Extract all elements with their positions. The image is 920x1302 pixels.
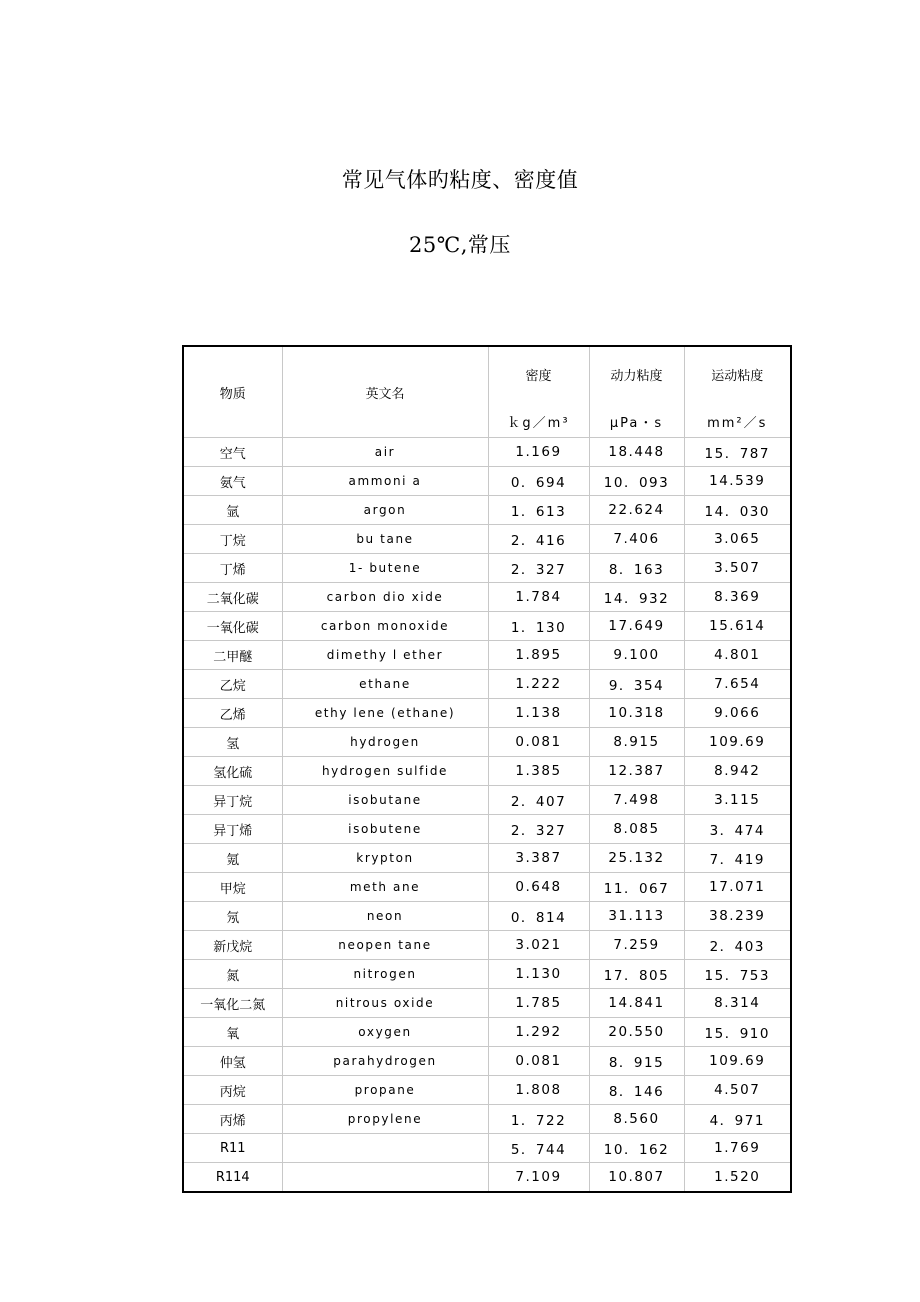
cell-density: 0．694	[488, 467, 589, 496]
cell-density: 2．416	[488, 525, 589, 554]
cell-density: 1.222	[488, 670, 589, 699]
table-row	[183, 960, 791, 989]
table-row	[183, 1163, 791, 1193]
cell-kinematic-viscosity: 38.239	[684, 902, 791, 931]
cell-english-name: nitrogen	[282, 960, 488, 989]
cell-dynamic-viscosity: 8.915	[589, 728, 684, 757]
cell-dynamic-viscosity: 9．354	[589, 670, 684, 699]
cell-substance: 二氧化碳	[183, 583, 282, 612]
table-row	[183, 873, 791, 902]
cell-english-name: ammoni a	[282, 467, 488, 496]
cell-kinematic-viscosity: 8.314	[684, 989, 791, 1018]
cell-dynamic-viscosity: 12.387	[589, 757, 684, 786]
cell-density: 2．407	[488, 786, 589, 815]
cell-density: 1.138	[488, 699, 589, 728]
cell-density: 1.785	[488, 989, 589, 1018]
cell-density: 1．130	[488, 612, 589, 641]
cell-kinematic-viscosity: 15．787	[684, 438, 791, 467]
table-row	[183, 931, 791, 960]
cell-substance: 仲氢	[183, 1047, 282, 1076]
cell-substance: 丁烷	[183, 525, 282, 554]
table-row	[183, 554, 791, 583]
cell-dynamic-viscosity: 9.100	[589, 641, 684, 670]
cell-dynamic-viscosity: 8．146	[589, 1076, 684, 1105]
cell-english-name	[282, 1163, 488, 1193]
cell-substance: 乙烯	[183, 699, 282, 728]
cell-substance: 氩	[183, 496, 282, 525]
page-subtitle: 25℃,常压	[409, 233, 511, 257]
header-density-unit: ｋg／m³	[488, 393, 589, 438]
table-row	[183, 815, 791, 844]
cell-kinematic-viscosity: 8.942	[684, 757, 791, 786]
cell-english-name	[282, 1134, 488, 1163]
header-kinematic-viscosity-unit: mm²／s	[684, 393, 791, 438]
cell-english-name: bu tane	[282, 525, 488, 554]
table-row	[183, 1047, 791, 1076]
table-row	[183, 438, 791, 467]
table-row	[183, 1018, 791, 1047]
page-title: 常见气体旳粘度、密度值	[341, 168, 579, 192]
cell-substance: 甲烷	[183, 873, 282, 902]
cell-substance: R11	[183, 1134, 282, 1163]
cell-kinematic-viscosity: 1.520	[684, 1163, 791, 1193]
cell-density: 1．613	[488, 496, 589, 525]
cell-substance: 一氧化碳	[183, 612, 282, 641]
cell-english-name: hydrogen	[282, 728, 488, 757]
cell-substance: 空气	[183, 438, 282, 467]
table-row	[183, 786, 791, 815]
cell-substance: 氢化硫	[183, 757, 282, 786]
cell-english-name: air	[282, 438, 488, 467]
cell-kinematic-viscosity: 2．403	[684, 931, 791, 960]
cell-kinematic-viscosity: 3.065	[684, 525, 791, 554]
cell-kinematic-viscosity: 7．419	[684, 844, 791, 873]
table-row	[183, 641, 791, 670]
cell-english-name: propylene	[282, 1105, 488, 1134]
table-row	[183, 902, 791, 931]
cell-density: 5．744	[488, 1134, 589, 1163]
cell-substance: 一氧化二氮	[183, 989, 282, 1018]
cell-english-name: krypton	[282, 844, 488, 873]
header-english-name: 英文名	[282, 346, 488, 438]
table-row	[183, 844, 791, 873]
cell-substance: R114	[183, 1163, 282, 1193]
cell-kinematic-viscosity: 4．971	[684, 1105, 791, 1134]
cell-density: 1.292	[488, 1018, 589, 1047]
cell-kinematic-viscosity: 8.369	[684, 583, 791, 612]
cell-substance: 氨气	[183, 467, 282, 496]
cell-english-name: ethane	[282, 670, 488, 699]
cell-english-name: dimethy l ether	[282, 641, 488, 670]
table-row	[183, 1134, 791, 1163]
cell-substance: 氪	[183, 844, 282, 873]
cell-density: 1.169	[488, 438, 589, 467]
table-row	[183, 989, 791, 1018]
cell-kinematic-viscosity: 14.539	[684, 467, 791, 496]
table-row	[183, 670, 791, 699]
cell-substance: 丙烷	[183, 1076, 282, 1105]
cell-kinematic-viscosity: 15.614	[684, 612, 791, 641]
table-row	[183, 728, 791, 757]
cell-kinematic-viscosity: 4.507	[684, 1076, 791, 1105]
cell-dynamic-viscosity: 22.624	[589, 496, 684, 525]
cell-english-name: propane	[282, 1076, 488, 1105]
cell-english-name: neopen tane	[282, 931, 488, 960]
cell-dynamic-viscosity: 11．067	[589, 873, 684, 902]
table-row	[183, 699, 791, 728]
cell-dynamic-viscosity: 8.560	[589, 1105, 684, 1134]
cell-english-name: carbon dio xide	[282, 583, 488, 612]
cell-density: 0.081	[488, 1047, 589, 1076]
cell-substance: 异丁烷	[183, 786, 282, 815]
cell-density: 2．327	[488, 815, 589, 844]
cell-density: 1.808	[488, 1076, 589, 1105]
cell-dynamic-viscosity: 7.498	[589, 786, 684, 815]
cell-english-name: parahydrogen	[282, 1047, 488, 1076]
cell-dynamic-viscosity: 8．915	[589, 1047, 684, 1076]
cell-dynamic-viscosity: 7.259	[589, 931, 684, 960]
gas-properties-table	[182, 345, 792, 1193]
cell-kinematic-viscosity: 7.654	[684, 670, 791, 699]
cell-english-name: meth ane	[282, 873, 488, 902]
cell-english-name: neon	[282, 902, 488, 931]
cell-kinematic-viscosity: 15．753	[684, 960, 791, 989]
table-row	[183, 757, 791, 786]
cell-substance: 氖	[183, 902, 282, 931]
cell-kinematic-viscosity: 3．474	[684, 815, 791, 844]
cell-dynamic-viscosity: 14.841	[589, 989, 684, 1018]
table-row	[183, 612, 791, 641]
cell-dynamic-viscosity: 25.132	[589, 844, 684, 873]
table-row	[183, 496, 791, 525]
cell-dynamic-viscosity: 8．163	[589, 554, 684, 583]
cell-english-name: argon	[282, 496, 488, 525]
cell-english-name: ethy lene (ethane)	[282, 699, 488, 728]
cell-density: 1.385	[488, 757, 589, 786]
cell-english-name: isobutene	[282, 815, 488, 844]
cell-dynamic-viscosity: 10.318	[589, 699, 684, 728]
cell-dynamic-viscosity: 18.448	[589, 438, 684, 467]
cell-dynamic-viscosity: 17．805	[589, 960, 684, 989]
header-dynamic-viscosity: 动力粘度	[589, 346, 684, 393]
header-density: 密度	[488, 346, 589, 393]
cell-density: 1．722	[488, 1105, 589, 1134]
cell-kinematic-viscosity: 1.769	[684, 1134, 791, 1163]
cell-density: 7.109	[488, 1163, 589, 1193]
header-kinematic-viscosity: 运动粘度	[684, 346, 791, 393]
cell-substance: 乙烷	[183, 670, 282, 699]
cell-kinematic-viscosity: 3.115	[684, 786, 791, 815]
cell-kinematic-viscosity: 15．910	[684, 1018, 791, 1047]
cell-density: 1.895	[488, 641, 589, 670]
table-row	[183, 1076, 791, 1105]
cell-dynamic-viscosity: 20.550	[589, 1018, 684, 1047]
cell-english-name: oxygen	[282, 1018, 488, 1047]
cell-substance: 异丁烯	[183, 815, 282, 844]
table-row	[183, 583, 791, 612]
cell-english-name: carbon monoxide	[282, 612, 488, 641]
cell-substance: 丙烯	[183, 1105, 282, 1134]
cell-kinematic-viscosity: 109.69	[684, 1047, 791, 1076]
cell-kinematic-viscosity: 9.066	[684, 699, 791, 728]
cell-density: 0.648	[488, 873, 589, 902]
cell-dynamic-viscosity: 31.113	[589, 902, 684, 931]
cell-density: 1.130	[488, 960, 589, 989]
cell-substance: 氮	[183, 960, 282, 989]
cell-dynamic-viscosity: 10.807	[589, 1163, 684, 1193]
cell-density: 3.387	[488, 844, 589, 873]
cell-kinematic-viscosity: 17.071	[684, 873, 791, 902]
cell-density: 3.021	[488, 931, 589, 960]
cell-kinematic-viscosity: 4.801	[684, 641, 791, 670]
cell-substance: 二甲醚	[183, 641, 282, 670]
cell-substance: 丁烯	[183, 554, 282, 583]
table-row	[183, 1105, 791, 1134]
cell-dynamic-viscosity: 17.649	[589, 612, 684, 641]
cell-english-name: 1- butene	[282, 554, 488, 583]
cell-english-name: hydrogen sulfide	[282, 757, 488, 786]
header-substance: 物质	[183, 346, 282, 438]
cell-dynamic-viscosity: 7.406	[589, 525, 684, 554]
cell-dynamic-viscosity: 10．162	[589, 1134, 684, 1163]
cell-kinematic-viscosity: 109.69	[684, 728, 791, 757]
cell-dynamic-viscosity: 8.085	[589, 815, 684, 844]
table-header-row	[183, 346, 791, 393]
cell-dynamic-viscosity: 14．932	[589, 583, 684, 612]
cell-density: 0．814	[488, 902, 589, 931]
cell-kinematic-viscosity: 3.507	[684, 554, 791, 583]
table-row	[183, 467, 791, 496]
cell-english-name: nitrous oxide	[282, 989, 488, 1018]
header-dynamic-viscosity-unit: μPa・s	[589, 393, 684, 438]
cell-density: 1.784	[488, 583, 589, 612]
cell-english-name: isobutane	[282, 786, 488, 815]
cell-density: 0.081	[488, 728, 589, 757]
cell-density: 2．327	[488, 554, 589, 583]
cell-substance: 氧	[183, 1018, 282, 1047]
cell-kinematic-viscosity: 14．030	[684, 496, 791, 525]
cell-dynamic-viscosity: 10．093	[589, 467, 684, 496]
cell-substance: 新戊烷	[183, 931, 282, 960]
cell-substance: 氢	[183, 728, 282, 757]
table-row	[183, 525, 791, 554]
